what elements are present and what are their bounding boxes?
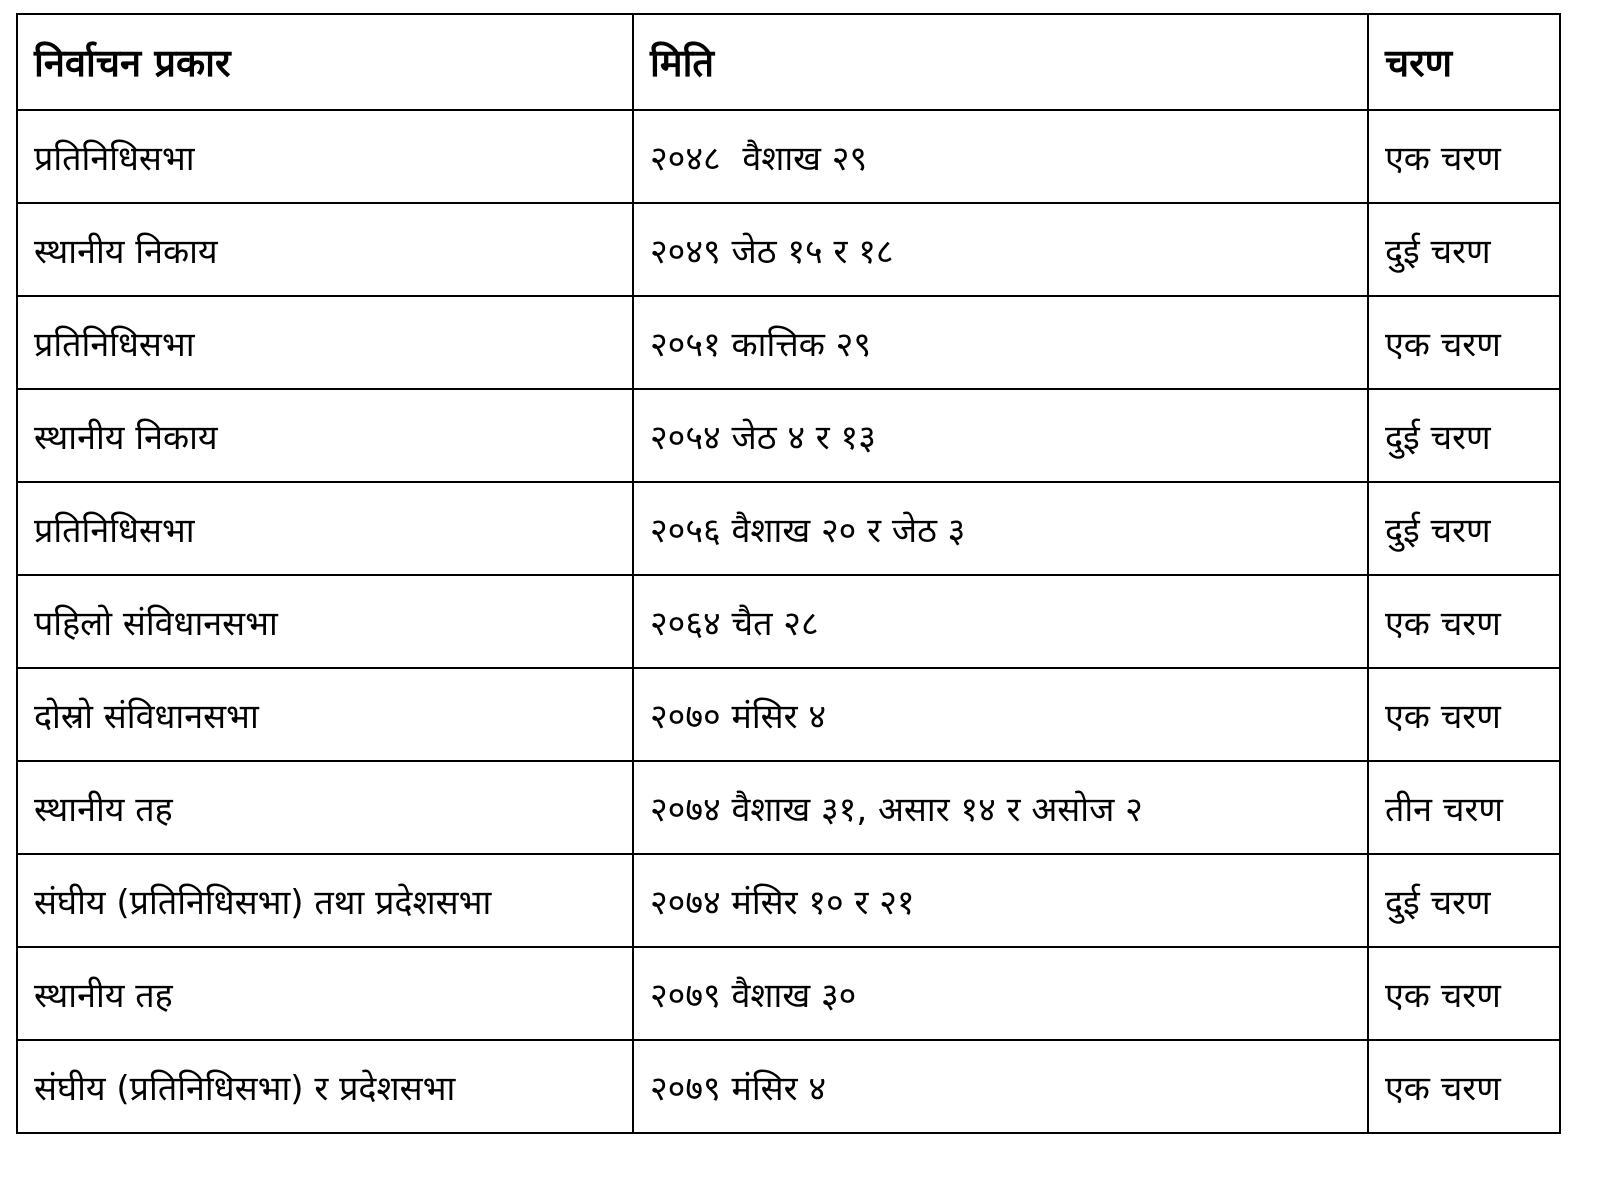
cell-date: २०४९ जेठ १५ र १८ — [633, 203, 1368, 296]
cell-election-type: प्रतिनिधिसभा — [17, 482, 633, 575]
cell-phase: एक चरण — [1368, 110, 1560, 203]
table-row — [17, 854, 1560, 947]
cell-election-type: स्थानीय निकाय — [17, 389, 633, 482]
cell-date: २०५४ जेठ ४ र १३ — [633, 389, 1368, 482]
header-date: मिति — [633, 14, 1368, 110]
cell-election-type: संघीय (प्रतिनिधिसभा) तथा प्रदेशसभा — [17, 854, 633, 947]
cell-phase: एक चरण — [1368, 668, 1560, 761]
table-header-row — [17, 14, 1560, 110]
cell-phase: दुई चरण — [1368, 389, 1560, 482]
cell-phase: एक चरण — [1368, 947, 1560, 1040]
table-row — [17, 761, 1560, 854]
cell-phase: दुई चरण — [1368, 203, 1560, 296]
header-election-type: निर्वाचन प्रकार — [17, 14, 633, 110]
cell-date: २०५६ वैशाख २० र जेठ ३ — [633, 482, 1368, 575]
cell-election-type: संघीय (प्रतिनिधिसभा) र प्रदेशसभा — [17, 1040, 633, 1133]
table-row — [17, 482, 1560, 575]
table-row — [17, 668, 1560, 761]
cell-election-type: प्रतिनिधिसभा — [17, 296, 633, 389]
cell-election-type: प्रतिनिधिसभा — [17, 110, 633, 203]
cell-election-type: स्थानीय निकाय — [17, 203, 633, 296]
cell-date: २०७९ मंसिर ४ — [633, 1040, 1368, 1133]
table-row — [17, 575, 1560, 668]
cell-date: २०५१ कात्तिक २९ — [633, 296, 1368, 389]
election-table — [16, 13, 1561, 1134]
table-row — [17, 389, 1560, 482]
cell-phase: तीन चरण — [1368, 761, 1560, 854]
table-row — [17, 1040, 1560, 1133]
table-row — [17, 110, 1560, 203]
cell-phase: एक चरण — [1368, 575, 1560, 668]
cell-election-type: दोस्रो संविधानसभा — [17, 668, 633, 761]
cell-phase: दुई चरण — [1368, 854, 1560, 947]
cell-date: २०६४ चैत २८ — [633, 575, 1368, 668]
table-row — [17, 947, 1560, 1040]
cell-phase: दुई चरण — [1368, 482, 1560, 575]
cell-date: २०७४ मंसिर १० र २१ — [633, 854, 1368, 947]
cell-date: २०७९ वैशाख ३० — [633, 947, 1368, 1040]
cell-phase: एक चरण — [1368, 296, 1560, 389]
cell-election-type: स्थानीय तह — [17, 947, 633, 1040]
cell-date: २०४८ वैशाख २९ — [633, 110, 1368, 203]
cell-date: २०७० मंसिर ४ — [633, 668, 1368, 761]
table-row — [17, 296, 1560, 389]
cell-date: २०७४ वैशाख ३१, असार १४ र असोज २ — [633, 761, 1368, 854]
cell-election-type: स्थानीय तह — [17, 761, 633, 854]
header-phase: चरण — [1368, 14, 1560, 110]
cell-election-type: पहिलो संविधानसभा — [17, 575, 633, 668]
table-row — [17, 203, 1560, 296]
cell-phase: एक चरण — [1368, 1040, 1560, 1133]
